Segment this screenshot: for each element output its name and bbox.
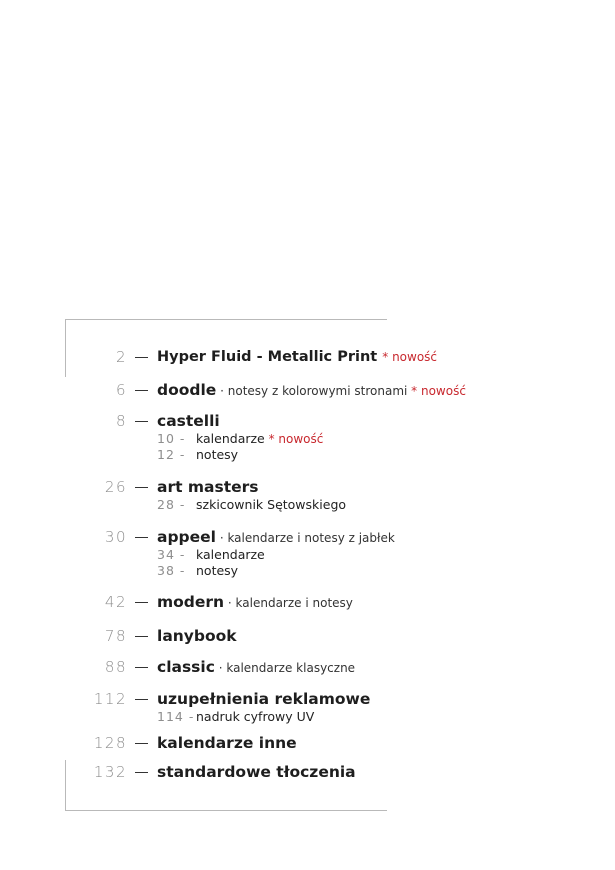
toc-subentry[interactable] bbox=[0, 709, 615, 725]
page-number: 26 bbox=[104, 478, 127, 496]
em-dash-separator bbox=[135, 537, 148, 538]
subentry-title: nadruk cyfrowy UV bbox=[196, 709, 315, 724]
entry-title: Hyper Fluid - Metallic Print bbox=[157, 349, 378, 365]
page-number: 6 bbox=[115, 381, 127, 399]
subentry-page-number: 34 - bbox=[157, 547, 186, 562]
toc-subentry[interactable] bbox=[0, 431, 615, 447]
entry-title: modern bbox=[157, 593, 225, 611]
toc-subentry[interactable] bbox=[0, 547, 615, 563]
subentry-title: szkicownik Sętowskiego bbox=[196, 497, 347, 512]
em-dash-separator bbox=[135, 390, 148, 391]
entry-title-line bbox=[157, 689, 370, 709]
entry-description: · notesy z kolorowymi stronami bbox=[216, 384, 408, 398]
new-badge: * nowość bbox=[264, 432, 324, 446]
entry-title-line bbox=[157, 733, 297, 753]
subentry-title-line bbox=[196, 563, 238, 579]
new-badge: * nowość bbox=[407, 384, 466, 398]
entry-title: lanybook bbox=[157, 627, 237, 645]
entry-title-line bbox=[157, 762, 356, 782]
entry-description: · kalendarze i notesy z jabłek bbox=[216, 531, 395, 545]
entry-title-line bbox=[157, 527, 395, 548]
entry-title: uzupełnienia reklamowe bbox=[157, 690, 371, 708]
em-dash-separator bbox=[135, 421, 148, 422]
subentry-page-number: 38 - bbox=[157, 563, 186, 578]
page-number: 78 bbox=[104, 627, 127, 645]
em-dash-separator bbox=[135, 487, 148, 488]
entry-title: kalendarze inne bbox=[157, 734, 297, 752]
toc-entry[interactable] bbox=[0, 411, 615, 463]
page-number: 88 bbox=[104, 658, 127, 676]
entry-description: · kalendarze i notesy bbox=[224, 596, 353, 610]
entry-title-line bbox=[157, 477, 259, 497]
entry-title-line bbox=[157, 592, 353, 613]
entry-title-line bbox=[157, 411, 220, 431]
entry-title: standardowe tłoczenia bbox=[157, 763, 356, 781]
entry-title: appeel bbox=[157, 528, 216, 546]
frame-bottom-line bbox=[65, 810, 387, 811]
toc-entry[interactable] bbox=[0, 380, 615, 400]
subentry-title: notesy bbox=[196, 563, 239, 578]
page-number: 30 bbox=[104, 528, 127, 546]
subentry-title: kalendarze bbox=[196, 431, 265, 446]
subentry-page-number: 114 - bbox=[157, 709, 195, 724]
page-number: 112 bbox=[93, 690, 127, 708]
entry-title: classic bbox=[157, 658, 215, 676]
toc-entry[interactable] bbox=[0, 527, 615, 579]
subentry-page-number: 10 - bbox=[157, 431, 186, 446]
entry-title: castelli bbox=[157, 412, 220, 430]
subentry-title-line bbox=[196, 431, 323, 447]
new-badge: * nowość bbox=[382, 350, 438, 364]
toc-subentry[interactable] bbox=[0, 447, 615, 463]
page-number: 132 bbox=[93, 763, 127, 781]
subentry-title: notesy bbox=[196, 447, 239, 462]
toc-entry[interactable] bbox=[0, 762, 615, 782]
subentry-page-number: 28 - bbox=[157, 497, 186, 512]
subentry-title: kalendarze bbox=[196, 547, 265, 562]
toc-entry[interactable] bbox=[0, 347, 615, 367]
subentry-title-line bbox=[196, 709, 314, 725]
em-dash-separator bbox=[135, 772, 148, 773]
entry-title-line bbox=[157, 626, 237, 646]
em-dash-separator bbox=[135, 699, 148, 700]
entry-title-line bbox=[157, 380, 466, 401]
toc-entry[interactable] bbox=[0, 626, 615, 646]
frame-top-line bbox=[65, 319, 387, 320]
em-dash-separator bbox=[135, 602, 148, 603]
entry-title-line bbox=[157, 347, 437, 367]
toc-subentry[interactable] bbox=[0, 563, 615, 579]
toc-entry[interactable] bbox=[0, 733, 615, 753]
em-dash-separator bbox=[135, 636, 148, 637]
entry-description: · kalendarze klasyczne bbox=[214, 661, 356, 675]
page-number: 8 bbox=[115, 412, 127, 430]
entry-title-line bbox=[157, 657, 355, 678]
toc-entry[interactable] bbox=[0, 689, 615, 725]
toc-subentry[interactable] bbox=[0, 497, 615, 513]
subentry-page-number: 12 - bbox=[157, 447, 186, 462]
toc-entry[interactable] bbox=[0, 477, 615, 513]
em-dash-separator bbox=[135, 357, 148, 358]
page-number: 128 bbox=[93, 734, 127, 752]
page-number: 42 bbox=[104, 593, 127, 611]
entry-title: art masters bbox=[157, 478, 259, 496]
em-dash-separator bbox=[135, 743, 148, 744]
em-dash-separator bbox=[135, 667, 148, 668]
subentry-title-line bbox=[196, 547, 265, 563]
entry-title: doodle bbox=[157, 381, 217, 399]
toc-entry[interactable] bbox=[0, 592, 615, 612]
toc-entry[interactable] bbox=[0, 657, 615, 677]
subentry-title-line bbox=[196, 447, 238, 463]
page-number: 2 bbox=[115, 348, 127, 366]
subentry-title-line bbox=[196, 497, 346, 513]
